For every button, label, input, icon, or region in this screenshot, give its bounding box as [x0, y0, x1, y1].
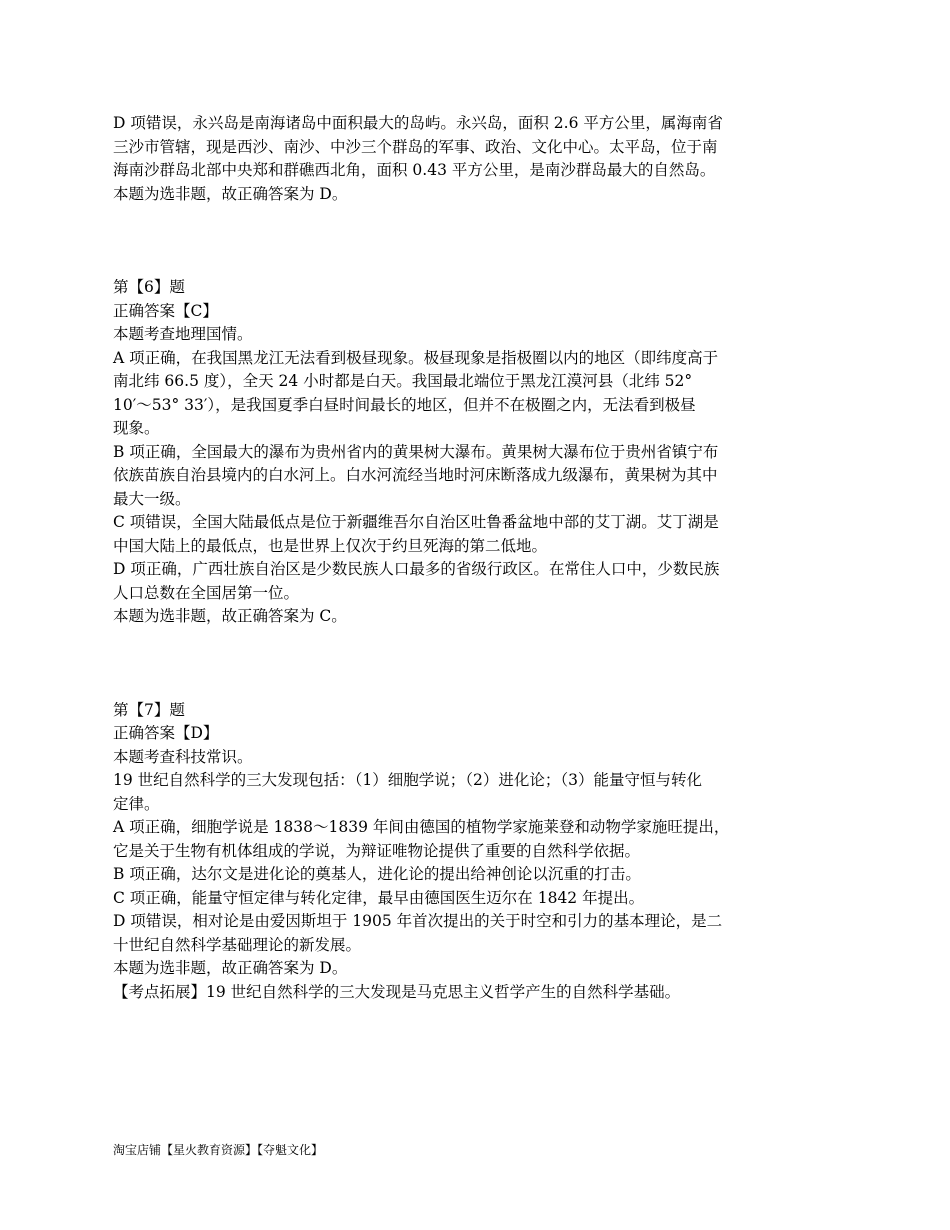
text-line: 现象。	[113, 419, 160, 437]
text-line: 依族苗族自治县境内的白水河上。白水河流经当地时河床断落成九级瀑布，黄果树为其中	[113, 466, 718, 484]
answer-block-5-end	[113, 112, 839, 206]
text-line: C 项正确，能量守恒定律与转化定律，最早由德国医生迈尔在 1842 年提出。	[113, 888, 645, 907]
text-line: 南北纬 66.5 度），全天 24 小时都是白天。我国最北端位于黑龙江漠河县（北纬 52°	[113, 372, 693, 390]
text-line: 三沙市管辖，现是西沙、南沙、中沙三个群岛的军事、政治、文化中心。太平岛，位于南	[113, 137, 718, 156]
text-line: 本题为选非题，故正确答案为 C。	[113, 607, 347, 625]
text-line: A 项正确，细胞学说是 1838～1839 年间由德国的植物学家施莱登和动物学家施旺提出，	[113, 818, 730, 836]
question-7-section	[113, 699, 839, 1005]
text-line: B 项正确，达尔文是进化论的奠基人，进化论的提出给神创论以沉重的打击。	[113, 865, 641, 883]
text-line: 人口总数在全国居第一位。	[113, 583, 300, 602]
footer-note: 淘宝店铺【星火教育资源】【夺魁文化】	[113, 1143, 324, 1157]
question-title: 第【6】题	[113, 278, 185, 296]
text-line: 它是关于生物有机体组成的学说，为辩证唯物论提供了重要的自然科学依据。	[113, 841, 641, 860]
text-line: 【考点拓展】19 世纪自然科学的三大发现是马克思主义哲学产生的自然科学基础。	[113, 982, 681, 1001]
text-line: D 项正确，广西壮族自治区是少数民族人口最多的省级行政区。在常住人口中，少数民族	[113, 560, 720, 578]
text-line: 本题考查科技常识。	[113, 747, 253, 766]
text-line: B 项正确，全国最大的瀑布为贵州省内的黄果树大瀑布。黄果树大瀑布位于贵州省镇宁布	[113, 442, 719, 461]
text-line: 定律。	[113, 794, 160, 813]
text-line: 中国大陆上的最低点，也是世界上仅次于约旦死海的第二低地。	[113, 536, 548, 555]
text-line: A 项正确，在我国黑龙江无法看到极昼现象。极昼现象是指极圈以内的地区（即纬度高于	[113, 348, 719, 367]
text-line: D 项错误，永兴岛是南海诸岛中面积最大的岛屿。永兴岛，面积 2.6 平方公里，属海南省	[113, 114, 723, 132]
question-6-section	[113, 276, 839, 629]
correct-answer: 正确答案【D】	[113, 724, 219, 742]
correct-answer: 正确答案【C】	[113, 301, 218, 320]
question-title: 第【7】题	[113, 700, 185, 719]
text-line: 十世纪自然科学基础理论的新发展。	[113, 935, 362, 954]
spacer	[113, 206, 839, 276]
text-line: 本题为选非题，故正确答案为 D。	[113, 959, 348, 977]
text-line: 海南沙群岛北部中央郑和群礁西北角，面积 0.43 平方公里，是南沙群岛最大的自然岛。	[113, 161, 716, 179]
spacer	[113, 629, 839, 699]
text-line: 最大一级。	[113, 489, 191, 508]
text-line: C 项错误，全国大陆最低点是位于新疆维吾尔自治区吐鲁番盆地中部的艾丁湖。艾丁湖是	[113, 513, 719, 531]
text-line: D 项错误，相对论是由爱因斯坦于 1905 年首次提出的关于时空和引力的基本理论，是二	[113, 912, 723, 930]
text-line: 本题为选非题，故正确答案为 D。	[113, 184, 348, 203]
text-line: 10′～53° 33′），是我国夏季白昼时间最长的地区，但并不在极圈之内，无法看到极昼	[113, 395, 696, 414]
document-body	[113, 112, 839, 1004]
text-line: 19 世纪自然科学的三大发现包括：（1）细胞学说；（2）进化论；（3）能量守恒与转化	[113, 771, 702, 789]
text-line: 本题考查地理国情。	[113, 325, 253, 343]
